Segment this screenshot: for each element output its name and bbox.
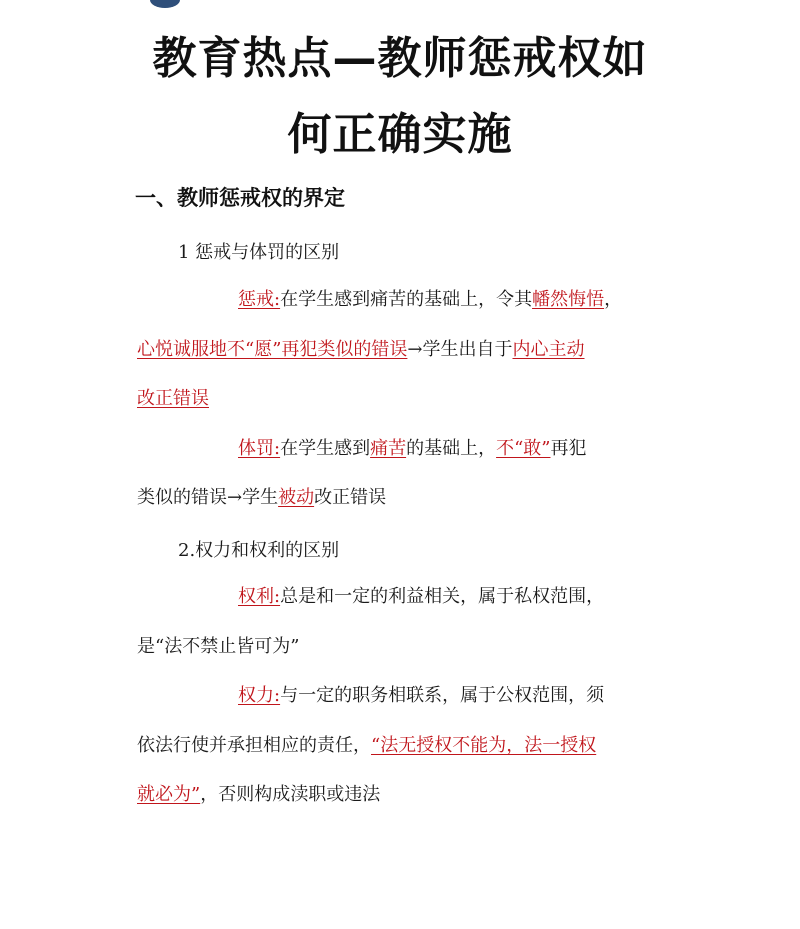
discipline-text: ， <box>604 289 623 310</box>
discipline-text: 在学生感到痛苦的基础上，令其 <box>280 289 533 310</box>
corporal-term: 体罚: <box>238 438 281 459</box>
corporal-text: 在学生感到 <box>280 438 371 459</box>
power-line-2 <box>137 733 596 759</box>
discipline-highlight: 内心主动 <box>512 339 585 360</box>
power-highlight: “法无授权不能为，法一授权 <box>371 735 597 756</box>
right-text: 总是和一定的利益相关，属于私权范围， <box>280 586 605 607</box>
subheading-power-vs-right: 2.权力和权利的区别 <box>178 540 340 561</box>
logo-mark <box>150 0 180 8</box>
corporal-text: 的基础上， <box>406 438 497 459</box>
discipline-term: 惩戒: <box>238 289 281 310</box>
discipline-highlight: 改正错误 <box>137 388 209 409</box>
corporal-line-2 <box>137 485 386 511</box>
right-term: 权利: <box>238 586 281 607</box>
discipline-text: →学生出自于 <box>407 339 513 360</box>
discipline-line-2 <box>137 337 585 363</box>
page-title-line-2: 何正确实施 <box>287 109 513 160</box>
discipline-line-3 <box>137 386 209 412</box>
right-line-2 <box>137 634 299 660</box>
corporal-highlight: 痛苦 <box>370 438 407 459</box>
power-line-3 <box>137 782 380 808</box>
discipline-line-1 <box>238 287 622 313</box>
corporal-text: 再犯 <box>550 438 587 459</box>
section-heading: 一、教师惩戒权的界定 <box>135 186 345 210</box>
corporal-text: 类似的错误→学生 <box>137 487 279 508</box>
corporal-highlight: 被动 <box>278 487 315 508</box>
right-text: 是“法不禁止皆可为” <box>137 636 300 657</box>
right-line-1 <box>238 584 604 610</box>
corporal-text: 改正错误 <box>314 487 387 508</box>
power-line-1 <box>238 683 604 709</box>
power-highlight: 就必为” <box>137 784 201 805</box>
discipline-highlight: 心悦诚服地不“愿”再犯类似的错误 <box>137 339 408 360</box>
corporal-highlight: 不“敢” <box>496 438 551 459</box>
power-text: 依法行使并承担相应的责任， <box>137 735 371 756</box>
power-text: ，否则构成渎职或违法 <box>200 784 381 805</box>
power-text: 与一定的职务相联系，属于公权范围，须 <box>280 685 605 706</box>
page-title-line-1: 教育热点—教师惩戒权如 <box>152 33 648 84</box>
corporal-line-1 <box>238 436 586 462</box>
discipline-highlight: 幡然悔悟 <box>532 289 605 310</box>
power-term: 权力: <box>238 685 281 706</box>
subheading-discipline-vs-corporal: 1 惩戒与体罚的区别 <box>178 242 340 263</box>
